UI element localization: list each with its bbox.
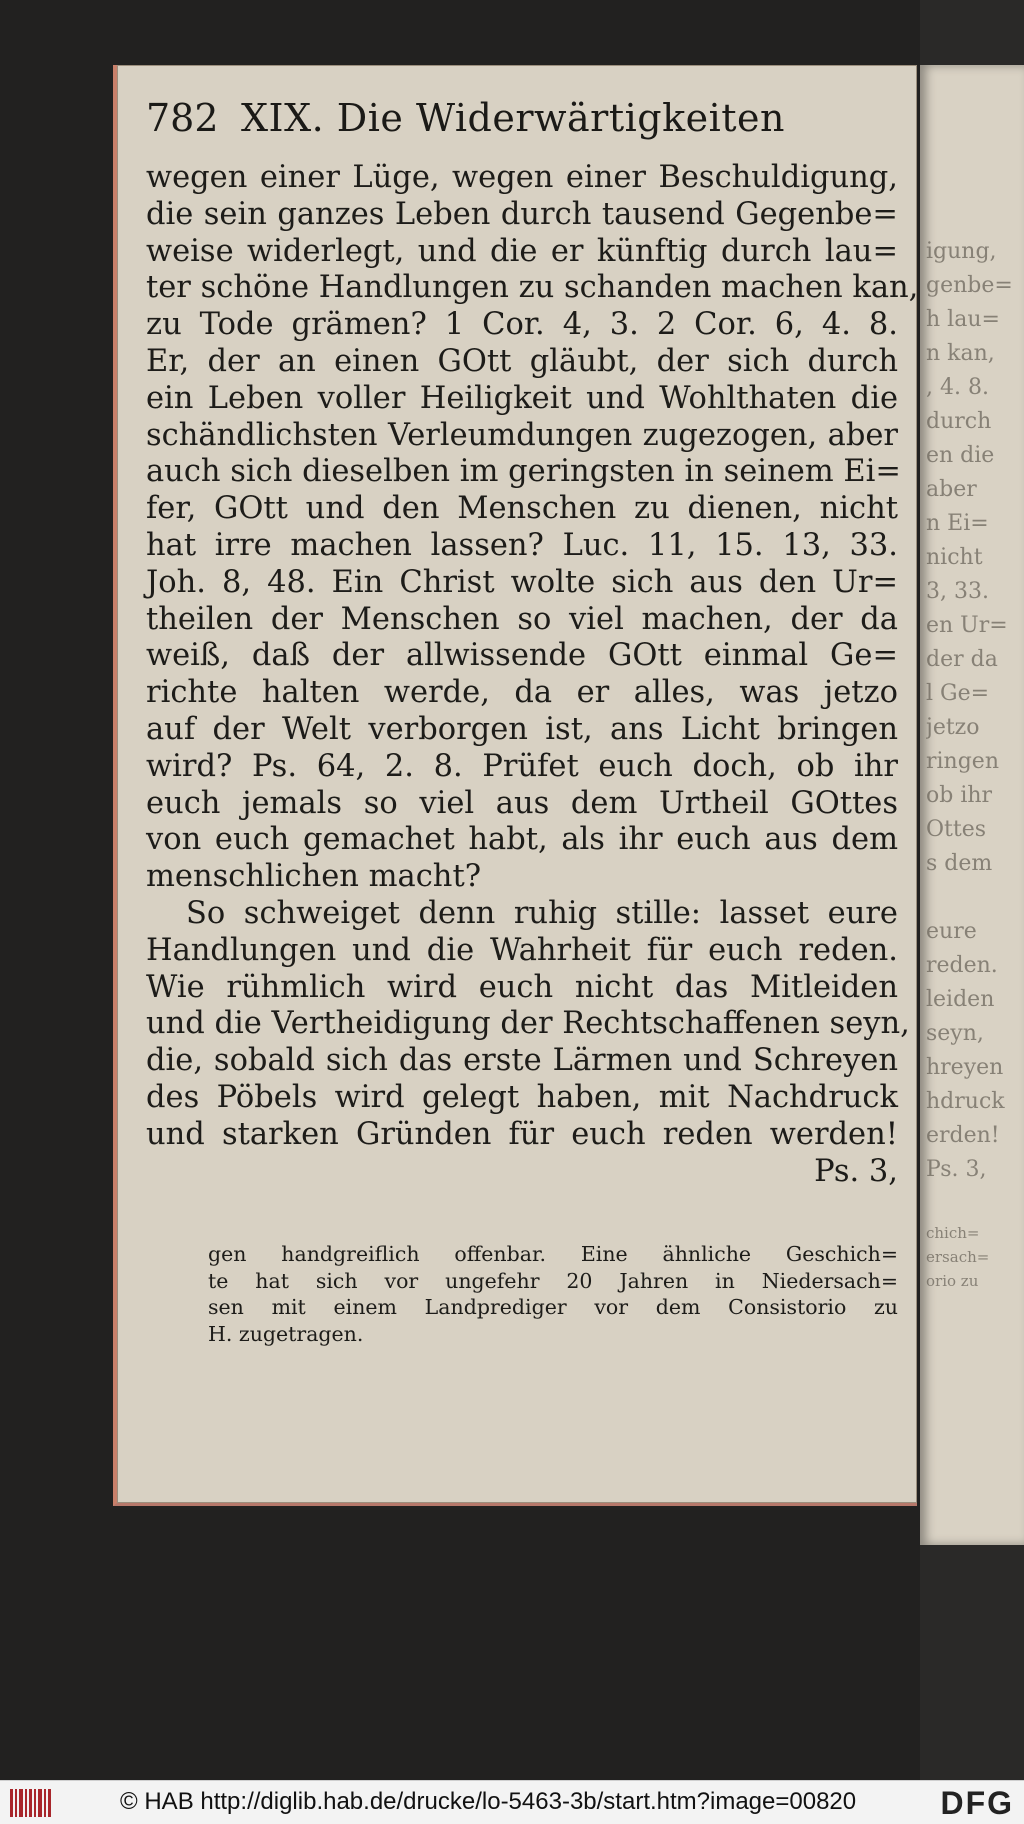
- next-page-line: [926, 1187, 1022, 1221]
- next-page-line: erden!: [926, 1123, 1000, 1148]
- text-line: theilen der Menschen so viel machen, der da: [146, 601, 898, 637]
- footnote-line: sen mit einem Landprediger vor dem Consistorio zu: [208, 1295, 898, 1319]
- text-line: schändlichsten Verleumdungen zugezogen, aber: [146, 417, 898, 453]
- text-line: So schweiget denn ruhig stille: lasset eure: [186, 895, 898, 931]
- next-page-line: , 4. 8.: [926, 375, 989, 400]
- next-page-line: orio zu: [926, 1272, 979, 1290]
- next-page-line: ringen: [926, 749, 999, 774]
- text-line: zu Tode grämen? 1 Cor. 4, 3. 2 Cor. 6, 4. 8.: [146, 307, 898, 343]
- text-line: menschlichen macht?: [146, 859, 482, 895]
- next-page-line: chich=: [926, 1224, 980, 1242]
- dfg-logo: DFG: [940, 1785, 1014, 1821]
- next-page-line: seyn,: [926, 1021, 984, 1046]
- text-line: und starken Gründen für euch reden werden!: [146, 1116, 898, 1152]
- text-line: die sein ganzes Leben durch tausend Gegenbe=: [146, 196, 898, 232]
- next-page-line: der da: [926, 647, 998, 672]
- next-page-line: igung,: [926, 239, 997, 264]
- source-link[interactable]: © HAB http://diglib.hab.de/drucke/lo-5463-3b/start.htm?image=00820: [120, 1788, 857, 1815]
- next-page-line: n kan,: [926, 341, 995, 366]
- page-header: [146, 96, 898, 152]
- barcode-icon: [10, 1789, 54, 1817]
- next-page-line: Ottes: [926, 817, 987, 842]
- text-line: ein Leben voller Heiligkeit und Wohlthaten die: [146, 380, 898, 416]
- next-page-text: [926, 235, 1022, 1293]
- text-line: fer, GOtt und den Menschen zu dienen, nicht: [146, 491, 898, 527]
- text-line: auch sich dieselben im geringsten in seinem Ei=: [146, 454, 901, 490]
- next-page-line: Ps. 3,: [926, 1157, 987, 1182]
- next-page-line: durch: [926, 409, 992, 434]
- next-page-line: hreyen: [926, 1055, 1004, 1080]
- next-page-line: aber: [926, 477, 977, 502]
- text-line: und die Vertheidigung der Rechtschaffenen seyn,: [146, 1006, 910, 1042]
- text-line: richte halten werde, da er alles, was jetzo: [146, 675, 898, 711]
- text-line: auf der Welt verborgen ist, ans Licht bringen: [146, 711, 898, 747]
- next-page-line: ersach=: [926, 1248, 990, 1266]
- next-page-line: jetzo: [926, 715, 980, 740]
- viewer-footer: [0, 1780, 1024, 1824]
- next-page-line: s dem: [926, 851, 993, 876]
- text-line: ter schöne Handlungen zu schanden machen kan,: [146, 270, 919, 306]
- body-text: [146, 160, 919, 1190]
- next-page-line: l Ge=: [926, 681, 990, 706]
- next-page-line: [926, 881, 1022, 915]
- footnote-line: te hat sich vor ungefehr 20 Jahren in Niedersach=: [208, 1268, 898, 1293]
- next-page-line: hdruck: [926, 1089, 1005, 1114]
- next-page-line: ob ihr: [926, 783, 993, 808]
- next-page-line: genbe=: [926, 273, 1013, 298]
- next-page-line: n Ei=: [926, 511, 989, 536]
- text-line: hat irre machen lassen? Luc. 11, 15. 13, 33.: [146, 527, 898, 563]
- text-line: die, sobald sich das erste Lärmen und Schreyen: [146, 1043, 898, 1079]
- text-line: wird? Ps. 64, 2. 8. Prüfet euch doch, ob ihr: [146, 748, 898, 784]
- footnote-line: H. zugetragen.: [208, 1321, 364, 1346]
- next-page-line: h lau=: [926, 307, 1000, 332]
- text-line: euch jemals so viel aus dem Urtheil GOttes: [146, 785, 898, 821]
- page-number: 782: [146, 96, 219, 140]
- text-line: Wie rühmlich wird euch nicht das Mitleiden: [146, 969, 898, 1005]
- text-line: Handlungen und die Wahrheit für euch reden.: [146, 932, 898, 968]
- footnote: [208, 1241, 898, 1347]
- next-page-line: reden.: [926, 953, 998, 978]
- text-line: von euch gemachet habt, als ihr euch aus dem: [146, 822, 898, 858]
- text-line: weiß, daß der allwissende GOtt einmal Ge=: [146, 638, 898, 674]
- text-line: wegen einer Lüge, wegen einer Beschuldigung,: [146, 160, 898, 195]
- running-head: XIX. Die Widerwärtigkeiten: [241, 96, 785, 140]
- next-page-line: leiden: [926, 987, 995, 1012]
- next-page-edge: [920, 65, 1024, 1545]
- next-page-line: en die: [926, 443, 995, 468]
- text-line: des Pöbels wird gelegt haben, mit Nachdruck: [146, 1079, 898, 1115]
- next-page-line: en Ur=: [926, 613, 1008, 638]
- text-line: weise widerlegt, und die er künftig durch lau=: [146, 233, 898, 269]
- catchword: Ps. 3,: [814, 1153, 898, 1189]
- next-page-line: 3, 33.: [926, 579, 989, 604]
- next-page-line: nicht: [926, 545, 983, 570]
- next-page-line: eure: [926, 919, 977, 944]
- text-line: Joh. 8, 48. Ein Christ wolte sich aus den Ur=: [146, 564, 898, 600]
- text-line: Er, der an einen GOtt gläubt, der sich durch: [146, 343, 898, 379]
- footnote-line: gen handgreiflich offenbar. Eine ähnliche Geschich=: [208, 1242, 898, 1266]
